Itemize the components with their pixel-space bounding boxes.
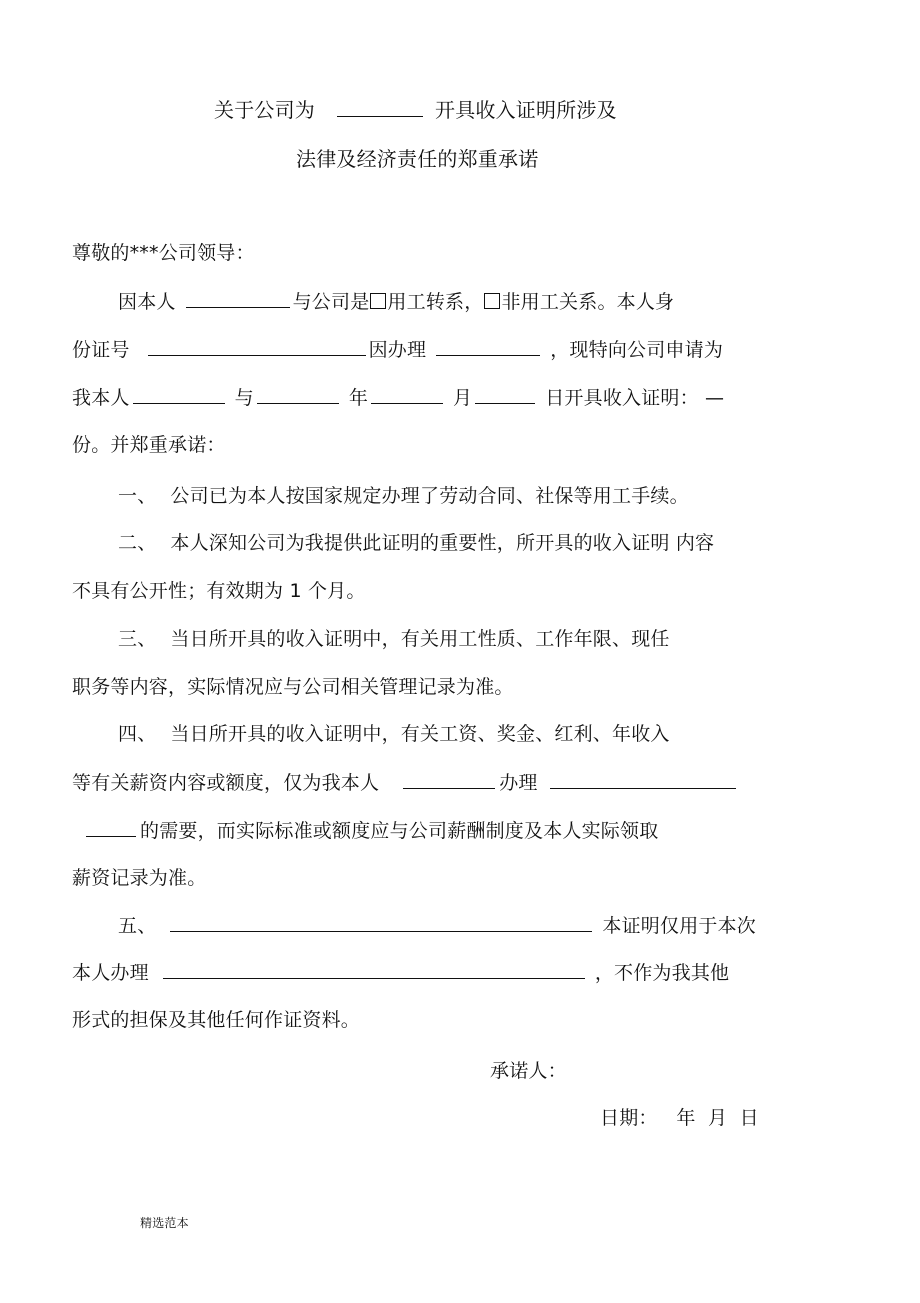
item-text: 本人办理	[72, 962, 149, 984]
company-name-blank	[337, 98, 423, 117]
self-blank	[133, 385, 225, 404]
intro-text: 我本人	[72, 387, 130, 409]
footer-note: 精选范本	[140, 1216, 189, 1230]
item-1	[118, 484, 689, 508]
self-name-blank	[403, 770, 495, 789]
item-number: 五、	[118, 915, 157, 937]
day-blank	[475, 385, 535, 404]
item-text: 当日所开具的收入证明中，有关用工性质、工作年限、现任	[170, 628, 670, 650]
item-text: 本人深知公司为我提供此证明的重要性，所开具的收入证明 内容	[170, 532, 715, 554]
item-5	[118, 913, 756, 938]
non-employment-checkbox	[484, 293, 500, 309]
name-blank	[186, 289, 290, 308]
title-text-a: 关于公司为	[214, 98, 315, 122]
employment-checkbox	[370, 293, 386, 309]
item-4-cont-3: 薪资记录为准。	[72, 867, 207, 889]
item-3	[118, 627, 670, 651]
promisor-label: 承诺人：	[490, 1060, 567, 1082]
handling-blank-cont	[86, 818, 136, 837]
title-line-1	[214, 98, 617, 122]
intro-text: 份证号	[72, 339, 130, 361]
intro-text: 与公司是	[292, 291, 370, 313]
item-number: 一、	[118, 485, 157, 507]
intro-text: 年	[348, 387, 369, 409]
handling-blank	[550, 770, 736, 789]
intro-line-1	[118, 289, 674, 314]
intro-text: ，现特向公司申请为	[550, 339, 724, 361]
item-number: 二、	[118, 532, 157, 554]
item-2-cont: 不具有公开性；有效期为 1 个月。	[72, 580, 366, 602]
item-4-cont-2	[86, 818, 658, 843]
title-line-2: 法律及经济责任的郑重承诺	[296, 147, 539, 171]
item-text: 等有关薪资内容或额度，仅为我本人	[72, 772, 380, 794]
intro-text: 用工转系，	[387, 291, 484, 313]
item-number: 三、	[118, 628, 157, 650]
item-text: 当日所开具的收入证明中，有关工资、奖金、红利、年收入	[170, 723, 670, 745]
id-number-blank	[148, 337, 366, 356]
title-text-b: 开具收入证明所涉及	[435, 98, 617, 122]
intro-line-2	[72, 337, 723, 362]
intro-line-3	[72, 385, 724, 410]
intro-text: 月	[453, 387, 473, 409]
intro-text: 日开具收入证明： —	[545, 387, 725, 409]
item-text: ，不作为我其他	[594, 962, 730, 984]
intro-text: 非用工关系。本人身	[501, 291, 675, 313]
intro-text: 与	[234, 387, 254, 409]
item-4	[118, 722, 670, 746]
item-text: 本证明仅用于本次	[602, 915, 757, 937]
intro-line-4: 份。并郑重承诺：	[72, 434, 226, 456]
year-blank	[257, 385, 339, 404]
item-number: 四、	[118, 723, 157, 745]
item-5-cont-1	[72, 960, 729, 985]
month-blank	[371, 385, 443, 404]
item-2	[118, 531, 714, 555]
usage-purpose-blank	[163, 960, 585, 979]
intro-text: 因本人	[118, 291, 176, 313]
item-3-cont: 职务等内容，实际情况应与公司相关管理记录为准。	[72, 676, 514, 698]
item-text: 的需要，而实际标准或额度应与公司薪酬制度及本人实际领取	[140, 820, 659, 842]
date-label: 日期： 年 月 日	[600, 1107, 759, 1129]
salutation: 尊敬的***公司领导：	[72, 242, 255, 264]
item-5-cont-2: 形式的担保及其他任何作证资料。	[72, 1009, 361, 1031]
item-4-cont-1	[72, 770, 739, 795]
intro-text: 因办理	[368, 339, 427, 361]
purpose-blank	[436, 337, 540, 356]
item-text: 公司已为本人按国家规定办理了劳动合同、社保等用工手续。	[170, 485, 689, 507]
item-text: 办理	[499, 772, 538, 794]
usage-blank	[170, 913, 592, 932]
